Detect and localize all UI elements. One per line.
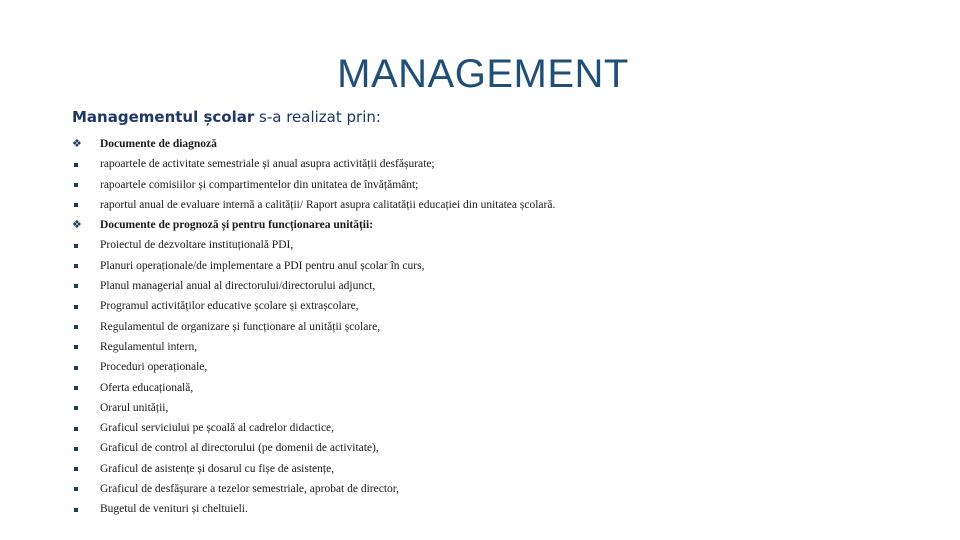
square-bullet-icon: [72, 235, 92, 255]
list-item-text: Bugetul de venituri și cheltuieli.: [100, 503, 248, 516]
subtitle-rest: s-a realizat prin:: [254, 108, 381, 126]
square-bullet-icon: [72, 378, 92, 398]
square-bullet-icon: [72, 317, 92, 337]
square-bullet-icon: [72, 357, 92, 377]
square-bullet-icon: [72, 154, 92, 174]
subtitle: [72, 108, 381, 126]
square-bullet-icon: [72, 418, 92, 438]
square-bullet-icon: [72, 256, 92, 276]
square-bullet-icon: [72, 438, 92, 458]
square-bullet-icon: [72, 296, 92, 316]
list-item-text: Graficul de desfășurare a tezelor semestriale, aprobat de director,: [100, 483, 400, 496]
list-item-text: Proiectul de dezvoltare instituțională PDI,: [100, 239, 294, 252]
list-item-text: Graficul de asistențe și dosarul cu fișe de asistențe,: [100, 462, 335, 475]
list-heading-text: Documente de prognoză și pentru funcționarea unității:: [100, 219, 374, 232]
square-bullet-icon: [72, 337, 92, 357]
list-item-text: Graficul serviciului pe școală al cadrelor didactice,: [100, 422, 335, 435]
list-item-text: Planul managerial anual al directorului/directorului adjunct,: [100, 280, 376, 293]
square-bullet-icon: [72, 175, 92, 195]
list-item-text: Graficul de control al directorului (pe domenii de activitate),: [100, 442, 379, 455]
square-bullet-icon: [72, 479, 92, 499]
diamond-bullet-icon: ❖: [72, 138, 82, 150]
slide-title: [0, 52, 960, 97]
diamond-bullet-icon: ❖: [72, 219, 82, 232]
slide-title-text: MANAGEMENT: [337, 52, 629, 96]
list-heading-text: Documente de diagnoză: [100, 138, 217, 150]
square-bullet-icon: [72, 276, 92, 296]
list-item-text: Proceduri operaționale,: [100, 361, 208, 374]
square-bullet-icon: [72, 499, 92, 519]
list-item-text: Regulamentul de organizare și funcționare al unității școlare,: [100, 320, 381, 333]
square-bullet-icon: [72, 398, 92, 418]
list-item-text: rapoartele de activitate semestriale și anual asupra activității desfășurate;: [100, 158, 435, 171]
list-item-text: raportul anual de evaluare internă a calității/ Raport asupra calitatății educației din unitatea școlară.: [100, 198, 556, 211]
list-item-text: Planuri operaționale/de implementare a PDI pentru anul școlar în curs,: [100, 259, 425, 272]
list-item-text: rapoartele comisiilor și compartimentelor din unitatea de învățământ;: [100, 178, 419, 191]
square-bullet-icon: [72, 195, 92, 215]
subtitle-bold: Managementul școlar: [72, 108, 255, 126]
list-item-text: Regulamentul intern,: [100, 340, 198, 353]
list-item-text: Programul activităților educative școlare și extrașcolare,: [100, 300, 359, 313]
square-bullet-icon: [72, 459, 92, 479]
list-item-text: Oferta educațională,: [100, 381, 194, 394]
list-item-text: Orarul unității,: [100, 401, 169, 414]
